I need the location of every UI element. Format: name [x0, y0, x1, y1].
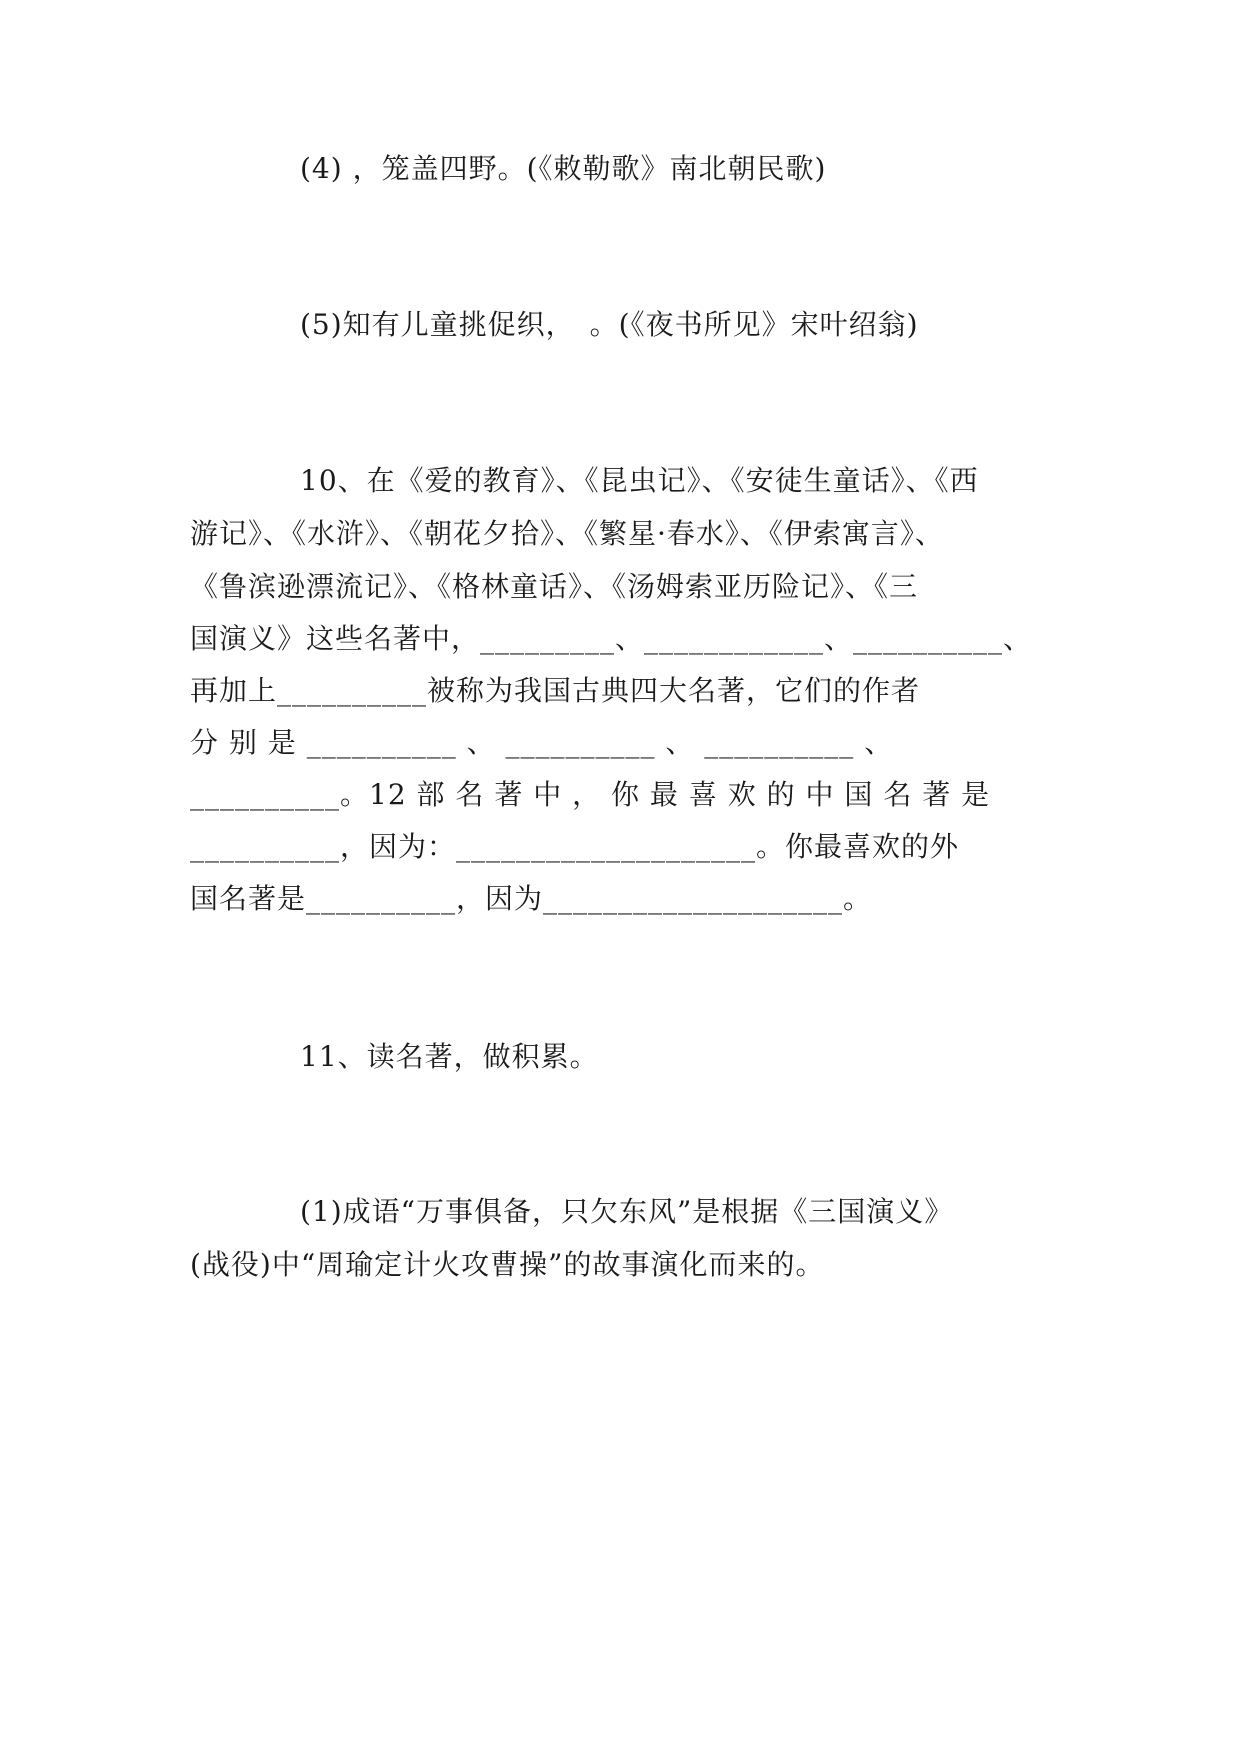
item-5: (5)知有儿童挑促织， 。(《夜书所见》宋叶绍翁) [300, 308, 919, 341]
q10-line-1: 10、在《爱的教育》、《昆虫记》、《安徒生童话》、《西 [300, 464, 979, 497]
q10-line-8: __________，因为：____________________。你最喜欢的外 [190, 830, 960, 863]
q10-line-4: 国演义》这些名著中，_________、____________、__________、 [190, 622, 1033, 655]
q10-line-7: __________。12 部 名 著 中 ， 你 最 喜 欢 的 中 国 名 著 是 [190, 778, 991, 811]
q10-line-5: 再加上__________被称为我国古典四大名著，它们的作者 [190, 674, 921, 707]
q10-line-9: 国名著是__________，因为____________________。 [190, 882, 873, 915]
q10-line-6: 分 别 是 __________ 、 __________ 、 __________ 、 [190, 726, 894, 759]
q10-line-2: 游记》、《水浒》、《朝花夕拾》、《繁星·春水》、《伊索寓言》、 [190, 517, 944, 550]
q11-sub1-line-2: (战役)中“周瑜定计火攻曹操”的故事演化而来的。 [190, 1248, 825, 1281]
q10-line-3: 《鲁滨逊漂流记》、《格林童话》、《汤姆索亚历险记》、《三 [190, 570, 919, 603]
question-11-title: 11、读名著，做积累。 [300, 1040, 599, 1073]
item-4: (4) ，笼盖四野。(《敕勒歌》南北朝民歌) [300, 152, 827, 185]
q11-sub1-line-1: (1)成语“万事俱备，只欠东风”是根据《三国演义》 [300, 1195, 954, 1228]
